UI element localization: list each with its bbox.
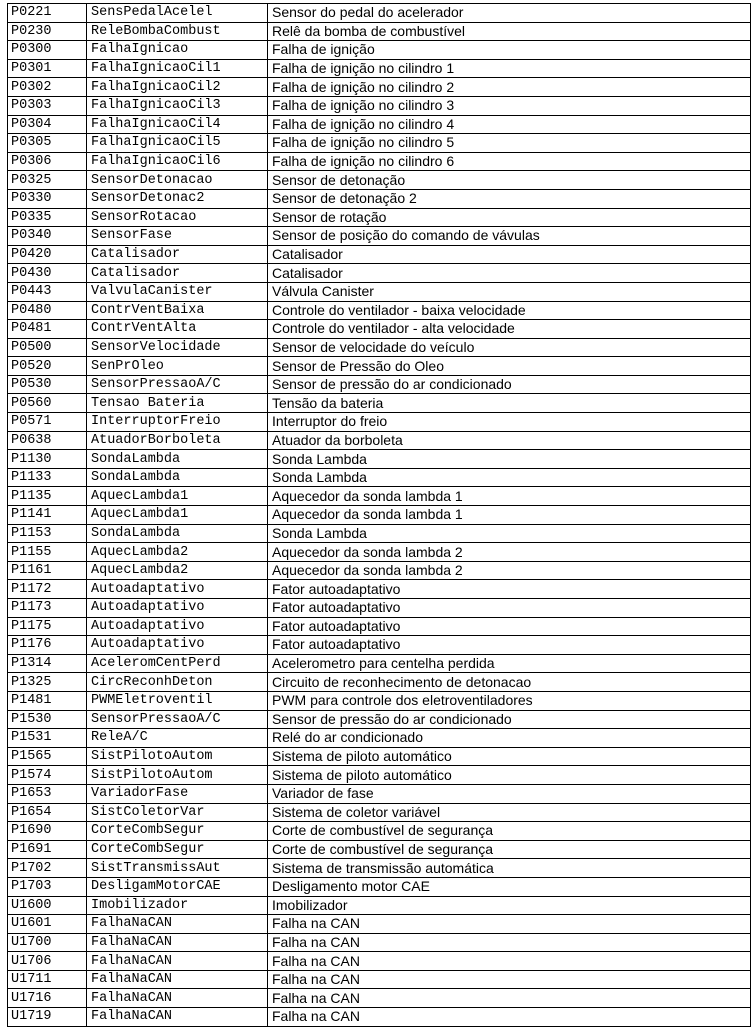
description-cell: Sensor de velocidade do veículo — [268, 338, 751, 357]
signal-name-cell: SensPedalAcelel — [87, 4, 268, 23]
table-row — [8, 524, 751, 543]
signal-name-cell: FalhaIgnicaoCil4 — [87, 115, 268, 134]
signal-name-cell: Imobilizador — [87, 896, 268, 915]
description-cell: Falha de ignição no cilindro 6 — [268, 152, 751, 171]
fault-code-cell: P1653 — [8, 784, 87, 803]
table-row — [8, 989, 751, 1008]
table-row — [8, 208, 751, 227]
table-row — [8, 840, 751, 859]
description-cell: Atuador da borboleta — [268, 431, 751, 450]
fault-code-cell: U1711 — [8, 970, 87, 989]
fault-code-table-body — [8, 4, 751, 1027]
table-row — [8, 115, 751, 134]
table-row — [8, 580, 751, 599]
description-cell: Fator autoadaptativo — [268, 636, 751, 655]
table-row — [8, 915, 751, 934]
table-row — [8, 970, 751, 989]
table-row — [8, 320, 751, 339]
description-cell: Falha de ignição no cilindro 1 — [268, 59, 751, 78]
table-row — [8, 468, 751, 487]
fault-code-cell: P1153 — [8, 524, 87, 543]
fault-code-cell: U1700 — [8, 933, 87, 952]
table-row — [8, 617, 751, 636]
signal-name-cell: FalhaIgnicaoCil1 — [87, 59, 268, 78]
table-row — [8, 543, 751, 562]
table-row — [8, 877, 751, 896]
fault-code-cell: P1531 — [8, 729, 87, 748]
fault-code-cell: P1161 — [8, 561, 87, 580]
description-cell: Circuito de reconhecimento de detonacao — [268, 673, 751, 692]
signal-name-cell: SistPilotoAutom — [87, 766, 268, 785]
fault-code-cell: U1716 — [8, 989, 87, 1008]
description-cell: Aquecedor da sonda lambda 2 — [268, 543, 751, 562]
fault-code-cell: P1176 — [8, 636, 87, 655]
description-cell: Falha de ignição — [268, 41, 751, 60]
signal-name-cell: SensorFase — [87, 227, 268, 246]
signal-name-cell: FalhaIgnicaoCil2 — [87, 78, 268, 97]
table-row — [8, 375, 751, 394]
signal-name-cell: SondaLambda — [87, 524, 268, 543]
table-row — [8, 691, 751, 710]
fault-code-cell: P0571 — [8, 413, 87, 432]
signal-name-cell: FalhaIgnicaoCil5 — [87, 134, 268, 153]
description-cell: Interruptor do freio — [268, 413, 751, 432]
signal-name-cell: DesligamMotorCAE — [87, 877, 268, 896]
fault-code-cell: U1600 — [8, 896, 87, 915]
table-row — [8, 282, 751, 301]
signal-name-cell: FalhaNaCAN — [87, 1008, 268, 1027]
signal-name-cell: AquecLambda2 — [87, 543, 268, 562]
table-row — [8, 952, 751, 971]
table-row — [8, 152, 751, 171]
fault-code-cell: P1574 — [8, 766, 87, 785]
description-cell: Tensão da bateria — [268, 394, 751, 413]
table-row — [8, 431, 751, 450]
description-cell: Aquecedor da sonda lambda 1 — [268, 506, 751, 525]
description-cell: Sonda Lambda — [268, 468, 751, 487]
description-cell: Falha na CAN — [268, 970, 751, 989]
table-row — [8, 747, 751, 766]
description-cell: Sonda Lambda — [268, 524, 751, 543]
signal-name-cell: AquecLambda1 — [87, 506, 268, 525]
table-row — [8, 822, 751, 841]
table-row — [8, 450, 751, 469]
description-cell: Variador de fase — [268, 784, 751, 803]
fault-code-cell: P0638 — [8, 431, 87, 450]
fault-code-cell: P0303 — [8, 96, 87, 115]
signal-name-cell: PWMEletroventil — [87, 691, 268, 710]
fault-code-cell: P1481 — [8, 691, 87, 710]
description-cell: PWM para controle dos eletroventiladores — [268, 691, 751, 710]
description-cell: Sistema de piloto automático — [268, 766, 751, 785]
signal-name-cell: CircReconhDeton — [87, 673, 268, 692]
description-cell: Sonda Lambda — [268, 450, 751, 469]
signal-name-cell: AceleromCentPerd — [87, 654, 268, 673]
table-row — [8, 933, 751, 952]
fault-code-cell: P1135 — [8, 487, 87, 506]
fault-code-cell: P0340 — [8, 227, 87, 246]
table-row — [8, 636, 751, 655]
description-cell: Falha de ignição no cilindro 4 — [268, 115, 751, 134]
description-cell: Fator autoadaptativo — [268, 580, 751, 599]
signal-name-cell: SondaLambda — [87, 450, 268, 469]
fault-code-cell: P1175 — [8, 617, 87, 636]
signal-name-cell: FalhaIgnicaoCil3 — [87, 96, 268, 115]
signal-name-cell: SistTransmissAut — [87, 859, 268, 878]
description-cell: Imobilizador — [268, 896, 751, 915]
signal-name-cell: Tensao Bateria — [87, 394, 268, 413]
description-cell: Relê da bomba de combustível — [268, 22, 751, 41]
signal-name-cell: Catalisador — [87, 264, 268, 283]
table-row — [8, 338, 751, 357]
signal-name-cell: SensorDetonac2 — [87, 189, 268, 208]
description-cell: Aquecedor da sonda lambda 1 — [268, 487, 751, 506]
description-cell: Fator autoadaptativo — [268, 617, 751, 636]
signal-name-cell: Autoadaptativo — [87, 599, 268, 618]
table-row — [8, 357, 751, 376]
table-row — [8, 245, 751, 264]
fault-code-cell: P0520 — [8, 357, 87, 376]
signal-name-cell: SensorDetonacao — [87, 171, 268, 190]
description-cell: Falha na CAN — [268, 915, 751, 934]
description-cell: Sensor de pressão do ar condicionado — [268, 375, 751, 394]
signal-name-cell: FalhaNaCAN — [87, 933, 268, 952]
description-cell: Falha de ignição no cilindro 2 — [268, 78, 751, 97]
signal-name-cell: InterruptorFreio — [87, 413, 268, 432]
table-row — [8, 4, 751, 23]
description-cell: Falha de ignição no cilindro 5 — [268, 134, 751, 153]
fault-code-cell: P0230 — [8, 22, 87, 41]
description-cell: Sistema de piloto automático — [268, 747, 751, 766]
description-cell: Sensor de Pressão do Oleo — [268, 357, 751, 376]
fault-code-cell: P1172 — [8, 580, 87, 599]
description-cell: Sensor do pedal do acelerador — [268, 4, 751, 23]
signal-name-cell: FalhaNaCAN — [87, 989, 268, 1008]
table-row — [8, 859, 751, 878]
table-row — [8, 710, 751, 729]
fault-code-cell: P1691 — [8, 840, 87, 859]
fault-code-cell: P1702 — [8, 859, 87, 878]
signal-name-cell: SensorVelocidade — [87, 338, 268, 357]
table-row — [8, 78, 751, 97]
description-cell: Sensor de pressão do ar condicionado — [268, 710, 751, 729]
description-cell: Falha na CAN — [268, 1008, 751, 1027]
description-cell: Sistema de transmissão automática — [268, 859, 751, 878]
signal-name-cell: ValvulaCanister — [87, 282, 268, 301]
description-cell: Falha de ignição no cilindro 3 — [268, 96, 751, 115]
fault-code-cell: P0420 — [8, 245, 87, 264]
fault-code-cell: P0306 — [8, 152, 87, 171]
signal-name-cell: Autoadaptativo — [87, 580, 268, 599]
fault-code-cell: P0530 — [8, 375, 87, 394]
description-cell: Fator autoadaptativo — [268, 599, 751, 618]
table-row — [8, 301, 751, 320]
description-cell: Válvula Canister — [268, 282, 751, 301]
signal-name-cell: ContrVentBaixa — [87, 301, 268, 320]
signal-name-cell: AquecLambda2 — [87, 561, 268, 580]
signal-name-cell: AquecLambda1 — [87, 487, 268, 506]
fault-code-table — [7, 3, 751, 1027]
signal-name-cell: Autoadaptativo — [87, 617, 268, 636]
description-cell: Catalisador — [268, 264, 751, 283]
fault-code-cell: P0335 — [8, 208, 87, 227]
fault-code-cell: P1133 — [8, 468, 87, 487]
table-row — [8, 22, 751, 41]
description-cell: Acelerometro para centelha perdida — [268, 654, 751, 673]
signal-name-cell: VariadorFase — [87, 784, 268, 803]
table-row — [8, 766, 751, 785]
description-cell: Sensor de detonação — [268, 171, 751, 190]
description-cell: Sistema de coletor variável — [268, 803, 751, 822]
signal-name-cell: Catalisador — [87, 245, 268, 264]
signal-name-cell: SondaLambda — [87, 468, 268, 487]
table-row — [8, 1008, 751, 1027]
description-cell: Corte de combustível de segurança — [268, 822, 751, 841]
table-row — [8, 134, 751, 153]
fault-code-cell: P1130 — [8, 450, 87, 469]
signal-name-cell: ReleBombaCombust — [87, 22, 268, 41]
table-row — [8, 673, 751, 692]
fault-code-cell: P1141 — [8, 506, 87, 525]
fault-code-table-container — [7, 3, 751, 1027]
description-cell: Desligamento motor CAE — [268, 877, 751, 896]
fault-code-cell: P1703 — [8, 877, 87, 896]
table-row — [8, 487, 751, 506]
signal-name-cell: SistColetorVar — [87, 803, 268, 822]
signal-name-cell: FalhaNaCAN — [87, 952, 268, 971]
description-cell: Falha na CAN — [268, 989, 751, 1008]
table-row — [8, 506, 751, 525]
fault-code-cell: P0300 — [8, 41, 87, 60]
signal-name-cell: ContrVentAlta — [87, 320, 268, 339]
table-row — [8, 227, 751, 246]
table-row — [8, 896, 751, 915]
description-cell: Sensor de rotação — [268, 208, 751, 227]
table-row — [8, 413, 751, 432]
description-cell: Controle do ventilador - baixa velocidade — [268, 301, 751, 320]
signal-name-cell: ReleA/C — [87, 729, 268, 748]
signal-name-cell: Autoadaptativo — [87, 636, 268, 655]
signal-name-cell: SistPilotoAutom — [87, 747, 268, 766]
description-cell: Corte de combustível de segurança — [268, 840, 751, 859]
table-row — [8, 59, 751, 78]
table-row — [8, 784, 751, 803]
table-row — [8, 654, 751, 673]
signal-name-cell: FalhaNaCAN — [87, 915, 268, 934]
description-cell: Falha na CAN — [268, 933, 751, 952]
fault-code-cell: P0430 — [8, 264, 87, 283]
fault-code-cell: P0480 — [8, 301, 87, 320]
table-row — [8, 599, 751, 618]
fault-code-cell: P0221 — [8, 4, 87, 23]
fault-code-cell: P1325 — [8, 673, 87, 692]
table-row — [8, 96, 751, 115]
fault-code-cell: P1565 — [8, 747, 87, 766]
fault-code-cell: P0560 — [8, 394, 87, 413]
table-row — [8, 803, 751, 822]
description-cell: Sensor de posição do comando de vávulas — [268, 227, 751, 246]
table-row — [8, 264, 751, 283]
fault-code-cell: P0500 — [8, 338, 87, 357]
table-row — [8, 561, 751, 580]
fault-code-cell: P0301 — [8, 59, 87, 78]
fault-code-cell: P1314 — [8, 654, 87, 673]
signal-name-cell: CorteCombSegur — [87, 840, 268, 859]
description-cell: Aquecedor da sonda lambda 2 — [268, 561, 751, 580]
fault-code-cell: P0330 — [8, 189, 87, 208]
fault-code-cell: U1719 — [8, 1008, 87, 1027]
table-row — [8, 729, 751, 748]
signal-name-cell: CorteCombSegur — [87, 822, 268, 841]
fault-code-cell: P0302 — [8, 78, 87, 97]
table-row — [8, 41, 751, 60]
fault-code-cell: P0304 — [8, 115, 87, 134]
table-row — [8, 394, 751, 413]
fault-code-cell: P0305 — [8, 134, 87, 153]
signal-name-cell: FalhaIgnicaoCil6 — [87, 152, 268, 171]
table-row — [8, 171, 751, 190]
fault-code-cell: P0325 — [8, 171, 87, 190]
fault-code-cell: U1706 — [8, 952, 87, 971]
signal-name-cell: AtuadorBorboleta — [87, 431, 268, 450]
fault-code-cell: P1173 — [8, 599, 87, 618]
fault-code-cell: P1654 — [8, 803, 87, 822]
description-cell: Relé do ar condicionado — [268, 729, 751, 748]
fault-code-cell: U1601 — [8, 915, 87, 934]
fault-code-cell: P0443 — [8, 282, 87, 301]
signal-name-cell: SensorRotacao — [87, 208, 268, 227]
description-cell: Catalisador — [268, 245, 751, 264]
fault-code-cell: P1690 — [8, 822, 87, 841]
fault-code-cell: P0481 — [8, 320, 87, 339]
signal-name-cell: FalhaNaCAN — [87, 970, 268, 989]
signal-name-cell: SensorPressaoA/C — [87, 710, 268, 729]
description-cell: Sensor de detonação 2 — [268, 189, 751, 208]
fault-code-cell: P1155 — [8, 543, 87, 562]
signal-name-cell: SenPrOleo — [87, 357, 268, 376]
signal-name-cell: SensorPressaoA/C — [87, 375, 268, 394]
table-row — [8, 189, 751, 208]
signal-name-cell: FalhaIgnicao — [87, 41, 268, 60]
fault-code-cell: P1530 — [8, 710, 87, 729]
description-cell: Falha na CAN — [268, 952, 751, 971]
description-cell: Controle do ventilador - alta velocidade — [268, 320, 751, 339]
